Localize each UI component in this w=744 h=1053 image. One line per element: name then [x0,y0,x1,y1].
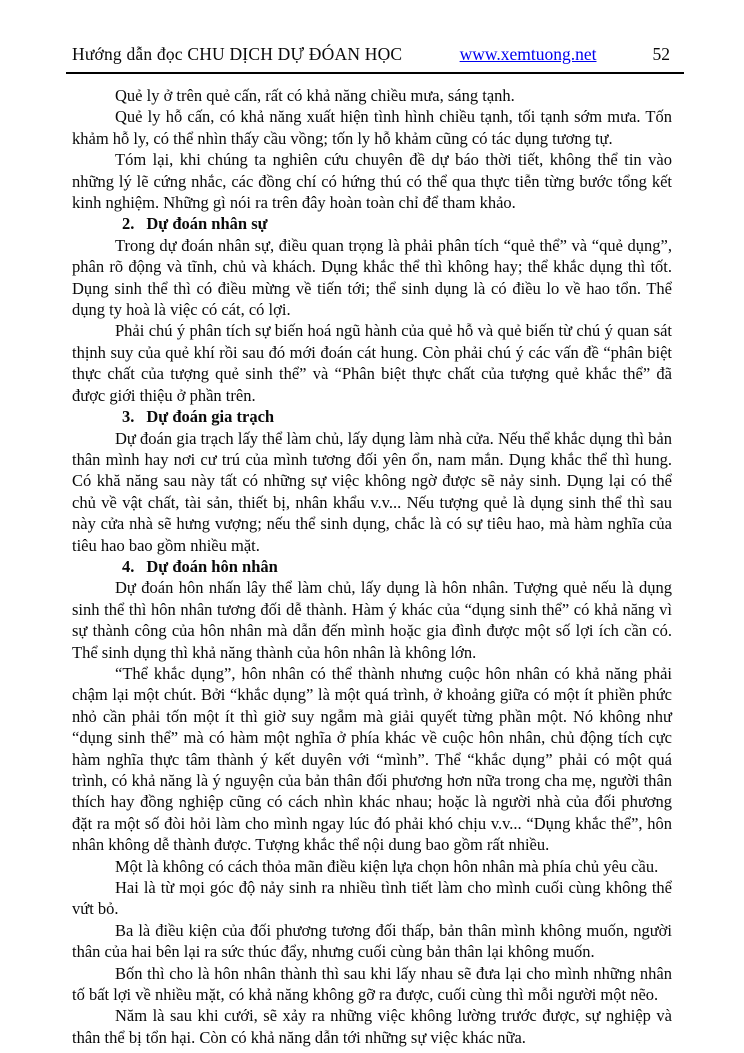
document-body [72,85,672,1048]
section-number: 3. [122,407,135,427]
website-link[interactable]: www.xemtuong.net [459,44,597,64]
paragraph: Ba là điều kiện của đối phương tương đối thấp, bản thân mình không muốn, người thân của hai bên lại ra sức thúc đẩy, nhưng cuối cùng bản thân lại không muốn. [72,920,672,962]
paragraph: Năm là sau khi cưới, sẽ xảy ra những việc không lường trước được, sự nghiệp và thân thể bị tổn hại. Còn có khả năng dẫn tới những sự việc khác nữa. [72,1006,672,1047]
page-header [72,44,682,65]
section-heading [72,406,672,427]
header-divider [66,72,684,74]
section-number: 2. [122,214,135,234]
paragraph: Dự đoán gia trạch lấy thể làm chủ, lấy dụng làm nhà cửa. Nếu thể khắc dụng thì bản thân mình hay nơi cư trú của mình tương đối yên ổn, nam mắn. Dụng khắc thể thì hung. Có khă năng sau này tất có những sự việc không ngờ được sẽ nảy sinh. Dụng lại có thể chủ về vật chất, tài sản, thiết bị, nhân khẩu v.v... Nếu tượng quẻ là dụng sinh thể thì sau này cửa nhà sẽ hưng vượng; nếu thể sinh dụng, chắc là có sự tiêu hao, mà hàm nghĩa của tiêu hao bao gồm nhiều mặt. [72,428,672,555]
section-heading [72,556,672,577]
paragraph: Một là không có cách thỏa mãn điều kiện lựa chọn hôn nhân mà phía chủ yêu cầu. [115,856,659,876]
section-title: Dự đoán hôn nhân [146,556,278,576]
paragraph: Quẻ ly hỗ cấn, có khả năng xuất hiện tình hình chiều tạnh, tối tạnh sớm mưa. Tốn khảm hỗ ly, có thể nhìn thấy cầu vồng; tốn ly hỗ khảm cũng có tác dụng tương tự. [72,107,672,148]
section-number: 4. [122,556,135,576]
paragraph: Dự đoán hôn nhấn lây thể làm chủ, lấy dụng là hôn nhân. Tượng quẻ nếu là dụng sinh thể thì hôn nhân tương đối dễ thành. Hàm ý khác của “dụng sinh thể” có khả năng vì sự thành công của hôn nhân mà dẫn đến mình hoặc gia đình được một số lợi ích cần có. Thể sinh dụng thì khả năng thành của hôn nhân là không lớn. [72,578,672,662]
section-title: Dự đoán gia trạch [146,407,275,427]
book-title: Hướng dẫn đọc CHU DỊCH DỰ ĐÓAN HỌC [72,44,403,64]
paragraph: Quẻ ly ở trên quẻ cấn, rất có khả năng chiều mưa, sáng tạnh. [115,86,515,105]
paragraph: Phải chú ý phân tích sự biến hoá ngũ hành của quẻ hỗ và quẻ biến từ chú ý quan sát thịnh suy của quẻ khí rồi sau đó mới đoán cát hung. Còn phải chú ý các vấn đề “phân biệt thực chất của tượng quẻ sinh thể” và “Phân biệt thực chất của tượng quẻ khắc thể” đã được giới thiệu ở phần trên. [72,321,672,405]
paragraph: Bốn thì cho là hôn nhân thành thì sau khi lấy nhau sẽ đưa lại cho mình những nhân tố bất lợi về nhiều mặt, có khả năng không gỡ ra được, cuối cùng thì mỗi người một nẽo. [72,963,672,1005]
page-number: 52 [652,44,670,64]
paragraph: Tóm lại, khi chúng ta nghiên cứu chuyên đề dự báo thời tiết, không thể tin vào những lý lẽ cứng nhắc, các đồng chí có hứng thú có thể qua thực tiễn từng bước tổng kết kinh nghiệm. Những gì nói ra trên đây hoàn toàn chỉ để tham khảo. [72,150,672,213]
paragraph: Trong dự đoán nhân sự, điều quan trọng là phải phân tích “quẻ thể” và “quẻ dụng”, phân rõ động và tĩnh, chủ và khách. Dụng khắc thể thì không hay; thể khắc dụng thì tốt. Dụng sinh thể thì có điều mừng về tiến tới; thể sinh dụng là có điều lo về hao tổn. Thể dụng ty hoà là việc có cát, có lợi. [72,235,672,320]
section-title: Dự đoán nhân sự [146,214,268,234]
paragraph: Hai là từ mọi góc độ nảy sinh ra nhiều tình tiết làm cho mình cuối cùng không thể vứt bỏ. [72,878,672,919]
section-heading [72,213,672,234]
paragraph: “Thể khắc dụng”, hôn nhân có thể thành nhưng cuộc hôn nhân có khả năng phải chậm lại một chút. Bởi “khắc dụng” là một quá trình, ở khoảng giữa có một ít phiền phức nhỏ cần phải tốn một ít thì giờ suy ngẫm mà giải quyết từng phần một. Nó không như “dụng sinh thể” mà có hàm một nghĩa ở phía khác về cuộc hôn nhân, chủ động tích cực hàm nghĩa thực tâm thành ý kết duyên với “mình”. Thể “khắc dụng” phải có một quá trình, có khả năng là ý nguyện của bản thân đối phương hơn nữa trong cha mẹ, người thân thích hay đồng nghiệp cũng có cách nhìn khác nhau; hoặc là người nhà của đối phương đặt ra một số đòi hỏi làm cho mình ngay lúc đó phải khó chịu v.v... “Dụng khắc thể”, hôn nhân không dễ thành được. Tượng khắc thể nội dung bao gồm rất nhiều. [72,663,672,855]
